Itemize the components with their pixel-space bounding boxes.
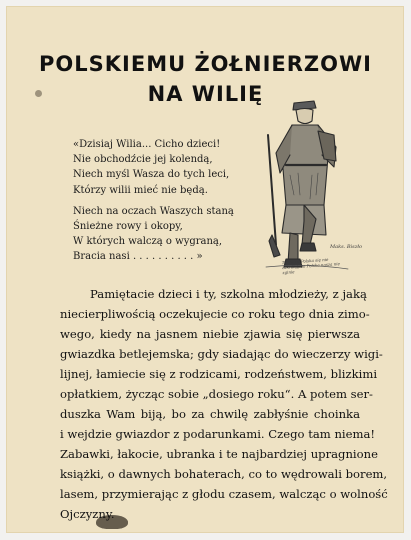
- poem-line: Którzy wilii mieć nie będą.: [73, 184, 208, 196]
- prose-line: Pamiętacie dzieci i ty, szkolna młodzieży, z jaką: [90, 287, 367, 301]
- poem-line: Śnieżne rowy i okopy,: [73, 221, 183, 233]
- prose-line: Ojczyzny.: [60, 507, 115, 521]
- poem-line: «Dzisiaj Wilia... Cicho dzieci!: [73, 139, 221, 150]
- prose-line: gwiazdka betlejemska; gdy siadając do wieczerzy wigi-: [60, 347, 383, 361]
- prose-line: książki, o dawnych bohaterach, co to wędrowali borem,: [60, 467, 388, 481]
- prose-line: lasem, przymierając z głodu czasem, walcząc o wolność: [60, 487, 388, 501]
- prose-line: opłatkiem, życząc sobie „dosiego roku“. A potem ser-: [60, 387, 373, 401]
- prose-line: lijnej, łamiecie się z rodzicami, rodzeństwem, blizkimi: [60, 367, 378, 381]
- prose-line: wego, kiedy na jasnem niebie zjawia się pierwsza: [60, 327, 360, 341]
- poem-line: Niech myśl Wasza do tych leci,: [73, 169, 230, 181]
- poem-line: Niech na oczach Waszych staną: [73, 205, 234, 217]
- title-line-1: POLSKIEMU ŻOŁNIERZOWI: [39, 52, 372, 76]
- prose-line: duszka Wam biją, bo za chwilę zabłyśnie choinka: [60, 407, 360, 421]
- poem-line: W których walczą o wygraną,: [73, 236, 223, 248]
- title-line-2: NA WILIĘ: [147, 82, 264, 106]
- prose-line: i wejdzie gwiazdor z podarunkami. Czego tam niema!: [60, 427, 376, 441]
- prose-paragraph: [60, 284, 388, 524]
- prose-line: niecierpliwością oczekujecie co roku tego dnia zimo-: [60, 307, 370, 321]
- poem: [73, 137, 273, 265]
- artist-signature: Maks. Biszło: [330, 244, 362, 250]
- poem-line: Bracia nasi . . . . . . . . . . »: [73, 251, 203, 263]
- poem-line: Nie obchodźcie jej kolendą,: [73, 154, 213, 166]
- prose-line: Zabawki, łakocie, ubranka i te najbardziej upragnione: [60, 447, 378, 461]
- illustration-caption: Tej, w/co Polska się nie zakrólej, co Polska nasza nie zginie: [281, 256, 341, 276]
